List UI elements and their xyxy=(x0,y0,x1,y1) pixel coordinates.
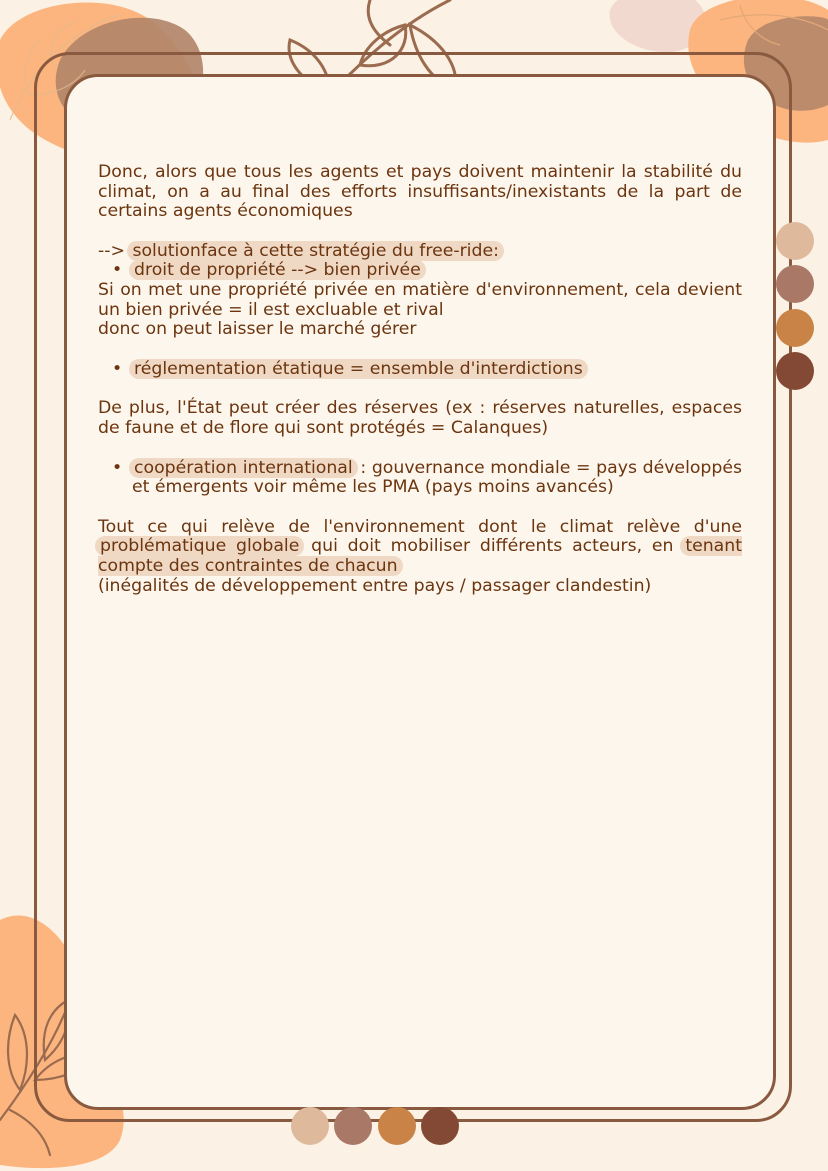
arrow-prefix: --> xyxy=(98,240,125,261)
strategy-title: solutionface à cette stratégie du free-ride: xyxy=(127,241,503,261)
strategy-heading xyxy=(98,242,742,262)
conclusion-highlight-2: tenant compte des contraintes de chacun xyxy=(98,536,742,576)
bottom-dot-3 xyxy=(378,1107,416,1145)
market-line: donc on peut laisser le marché gérer xyxy=(98,319,417,340)
right-dot-4 xyxy=(776,352,814,390)
property-explanation: Si on met une propriété privée en matière d'environnement, cela devient un bien privée = il est excluable et rival xyxy=(98,279,742,320)
paragraph-free-ride: Donc, alors que tous les agents et pays doivent maintenir la stabilité du climat, on a au final des efforts insuffisants/inexistants de la part de certains agents économiques xyxy=(98,162,742,222)
bullet-property-rights xyxy=(98,261,742,281)
bullet-regulation-text: réglementation étatique = ensemble d'interdictions xyxy=(129,359,588,379)
bottom-dot-2 xyxy=(334,1107,372,1145)
conclusion-end: (inégalités de développement entre pays / passager clandestin) xyxy=(98,575,652,596)
notes-content xyxy=(98,163,742,596)
bullet-property-rights-text: droit de propriété --> bien privée xyxy=(129,260,426,280)
conclusion-start: Tout ce qui relève de l'environnement dont le climat relève d'une xyxy=(98,516,742,537)
right-dot-2 xyxy=(776,265,814,303)
bullet-regulation xyxy=(98,360,742,380)
bottom-dot-1 xyxy=(291,1107,329,1145)
bullet-cooperation-rest: : gouvernance mondiale = pays développés et émergents voir même les PMA (pays moins avancés) xyxy=(132,457,743,498)
bullet-cooperation xyxy=(98,459,742,498)
paragraph-conclusion xyxy=(98,518,742,577)
right-dot-3 xyxy=(776,309,814,347)
right-dot-1 xyxy=(776,222,814,260)
conclusion-mid: qui doit mobiliser différents acteurs, en xyxy=(311,536,674,557)
conclusion-highlight-1: problématique globale xyxy=(95,536,304,556)
bottom-dot-4 xyxy=(421,1107,459,1145)
paragraph-reserves: De plus, l'État peut créer des réserves (ex : réserves naturelles, espaces de faune et de flore qui sont protégés = Calanques) xyxy=(98,398,742,438)
bullet-cooperation-highlight: coopération international xyxy=(129,458,358,478)
